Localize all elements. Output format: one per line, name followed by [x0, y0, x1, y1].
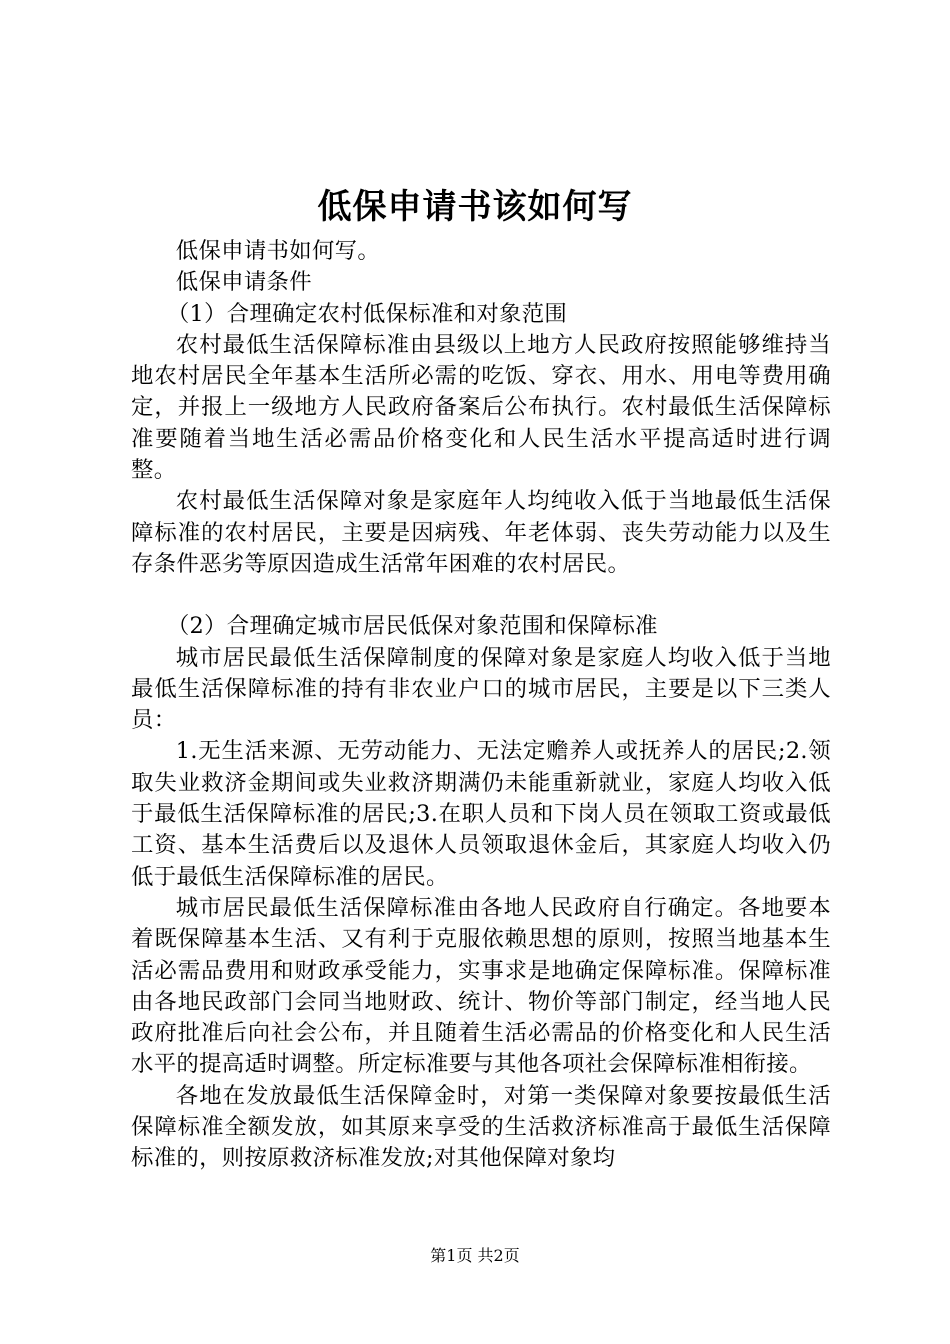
- paragraph-payment: 各地在发放最低生活保障金时，对第一类保障对象要按最低生活保障标准全额发放，如其原来享受的生活救济标准高于最低生活保障标准的，则按原救济标准发放;对其他保障对象均: [131, 1082, 831, 1172]
- document-body: [131, 236, 831, 1175]
- paragraph-rural-standard: 农村最低生活保障标准由县级以上地方人民政府按照能够维持当地农村居民全年基本生活所必需的吃饭、穿衣、用水、用电等费用确定，并报上一级地方人民政府备案后公布执行。农村最低生活保障标准要随着当地生活必需品价格变化和人民生活水平提高适时进行调整。: [131, 331, 831, 484]
- paragraph-intro: 低保申请书如何写。: [175, 238, 381, 264]
- paragraph-conditions-heading: 低保申请条件: [175, 269, 312, 296]
- section-heading-rural: （1）合理确定农村低保标准和对象范围: [166, 300, 568, 327]
- paragraph-urban-categories: 1.无生活来源、无劳动能力、无法定赡养人或抚养人的居民;2.领取失业救济金期间或失业救济期满仍未能重新就业，家庭人均收入低于最低生活保障标准的居民;3.在职人员和下岗人员在领取工资或最低工资、基本生活费后以及退休人员领取退休金后，其家庭人均收入仍低于最低生活保障标准的居民。: [131, 738, 831, 890]
- paragraph-urban-standard: 城市居民最低生活保障标准由各地人民政府自行确定。各地要本着既保障基本生活、又有利于克服依赖思想的原则，按照当地基本生活必需品费用和财政承受能力，实事求是地确定保障标准。保障标准由各地民政部门会同当地财政、统计、物价等部门制定，经当地人民政府批准后向社会公布，并且随着生活必需品的价格变化和人民生活水平的提高适时调整。所定标准要与其他各项社会保障标准相衔接。: [131, 894, 831, 1078]
- paragraph-urban-target: 城市居民最低生活保障制度的保障对象是家庭人均收入低于当地最低生活保障标准的持有非农业户口的城市居民，主要是以下三类人员：: [131, 644, 831, 734]
- document-title: 低保申请书该如何写: [317, 187, 633, 227]
- page-footer: 第1页 共2页: [430, 1246, 520, 1265]
- paragraph-rural-target: 农村最低生活保障对象是家庭年人均纯收入低于当地最低生活保障标准的农村居民，主要是因病残、年老体弱、丧失劳动能力以及生存条件恶劣等原因造成生活常年困难的农村居民。: [131, 488, 831, 577]
- section-heading-urban: （2）合理确定城市居民低保对象范围和保障标准: [166, 613, 658, 640]
